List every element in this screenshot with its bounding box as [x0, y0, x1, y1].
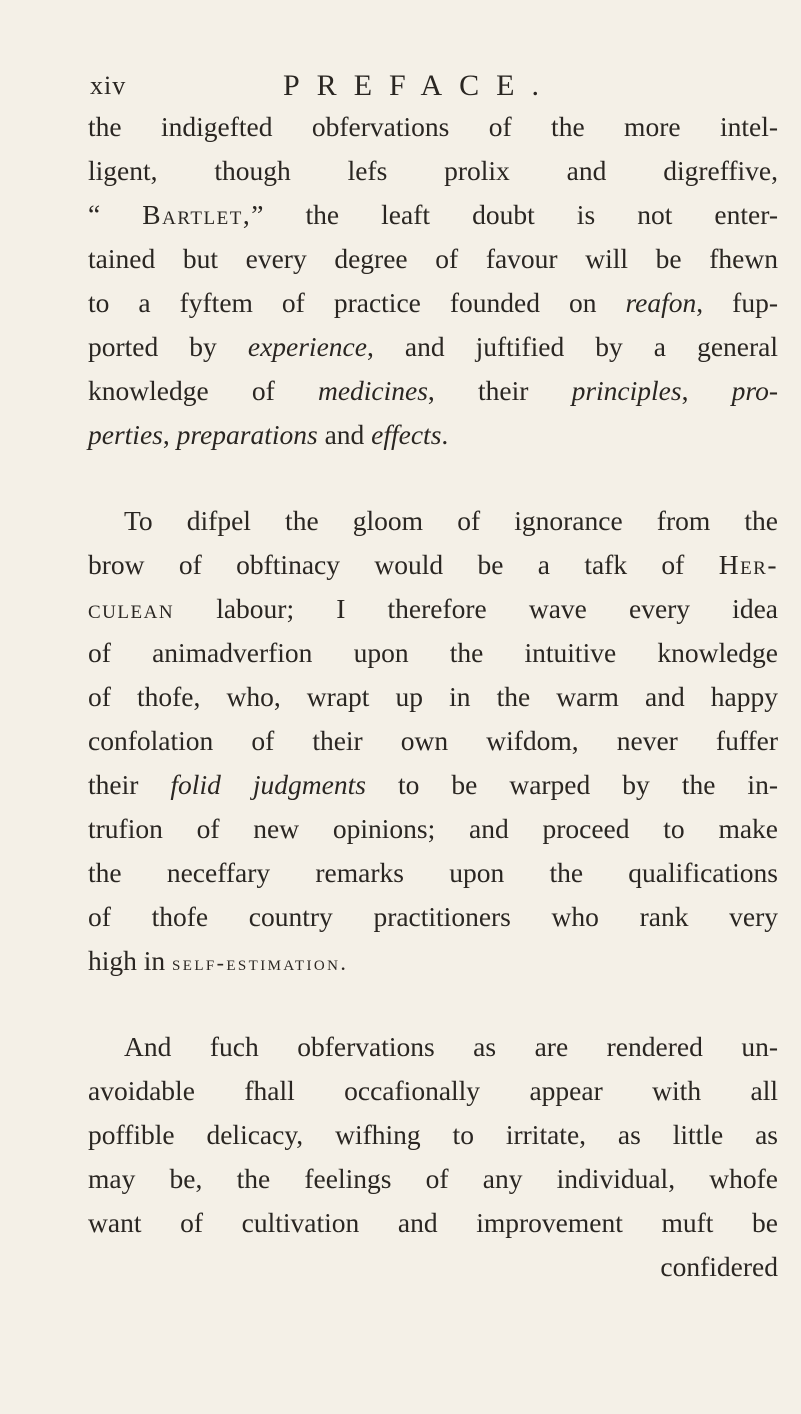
text-span: , and juftified by a general [366, 331, 778, 362]
text-span: ” the leaft doubt is not enter- [251, 199, 779, 230]
running-title: PREFACE. [283, 69, 556, 102]
paragraph-2 [88, 499, 778, 983]
text-line: tained but every degree of favour will be fhewn [88, 243, 778, 274]
text-span: , their [427, 375, 572, 406]
italic-word: effects [371, 419, 442, 450]
text-line: ligent, though lefs prolix and digreffive, [88, 155, 778, 186]
paragraph-3 [88, 1025, 778, 1289]
text-line: of thofe country practitioners who rank very [88, 901, 778, 932]
running-head [78, 66, 778, 106]
text-line: To difpel the gloom of ignorance from the [124, 505, 778, 536]
text-span: , [162, 419, 177, 450]
text-span: their [88, 769, 171, 800]
text-line: of animadverfion upon the intuitive knowledge [88, 637, 778, 668]
italic-word: preparations [176, 419, 318, 450]
text-span: to be warped by the in- [365, 769, 778, 800]
text-line: the neceffary remarks upon the qualifications [88, 857, 778, 888]
text-line: the indigefted obfervations of the more intel- [88, 111, 778, 142]
text-line [88, 763, 778, 807]
text-line [88, 325, 778, 369]
small-caps-word: Her- [718, 549, 778, 580]
text-line: And fuch obfervations as are rendered un- [124, 1031, 778, 1062]
italic-word: principles [571, 375, 682, 406]
text-span: high in [88, 945, 173, 976]
text-line: may be, the feelings of any individual, whofe [88, 1163, 778, 1194]
text-line [88, 543, 778, 587]
paragraph-1 [88, 105, 778, 457]
text-span: to a fyftem of practice founded on [88, 287, 626, 318]
text-line: trufion of new opinions; and proceed to make [88, 813, 778, 844]
text-span: knowledge of [88, 375, 318, 406]
body-text [88, 105, 778, 1289]
text-line [88, 939, 778, 983]
text-span: brow of obftinacy would be a tafk of [88, 549, 719, 580]
text-line [88, 281, 778, 325]
text-span: and [317, 419, 372, 450]
small-caps-phrase: self-estimation. [172, 950, 349, 975]
italic-word: perties [88, 419, 163, 450]
text-span: labour; I therefore wave every idea [174, 593, 778, 624]
text-line: want of cultivation and improvement muft be [88, 1207, 778, 1238]
text-line [88, 369, 778, 413]
italic-word: reafon [625, 287, 697, 318]
paragraph-gap [88, 983, 778, 1025]
open-quote: “ [88, 199, 101, 230]
text-line [88, 587, 778, 631]
italic-word: medicines [317, 375, 428, 406]
text-line: avoidable fhall occafionally appear with all [88, 1075, 778, 1106]
text-span: , fup- [696, 287, 778, 318]
paragraph-gap [88, 457, 778, 499]
italic-phrase: folid judgments [170, 769, 366, 800]
text-line [88, 193, 778, 237]
text-span: . [441, 419, 449, 450]
text-line: confolation of their own wifdom, never fuffer [88, 725, 778, 756]
small-caps-word: culean [88, 593, 175, 624]
text-line: of thofe, who, wrapt up in the warm and happy [88, 681, 778, 712]
text-line [88, 413, 778, 457]
page-number: xiv [90, 71, 127, 100]
text-span: , [681, 375, 732, 406]
italic-word: experience [247, 331, 367, 362]
text-span: ported by [88, 331, 248, 362]
author-name: Bartlet, [142, 199, 252, 230]
catchword: confidered [660, 1251, 778, 1282]
text-line: poffible delicacy, wifhing to irritate, as little as [88, 1119, 778, 1150]
italic-word: pro- [731, 375, 778, 406]
